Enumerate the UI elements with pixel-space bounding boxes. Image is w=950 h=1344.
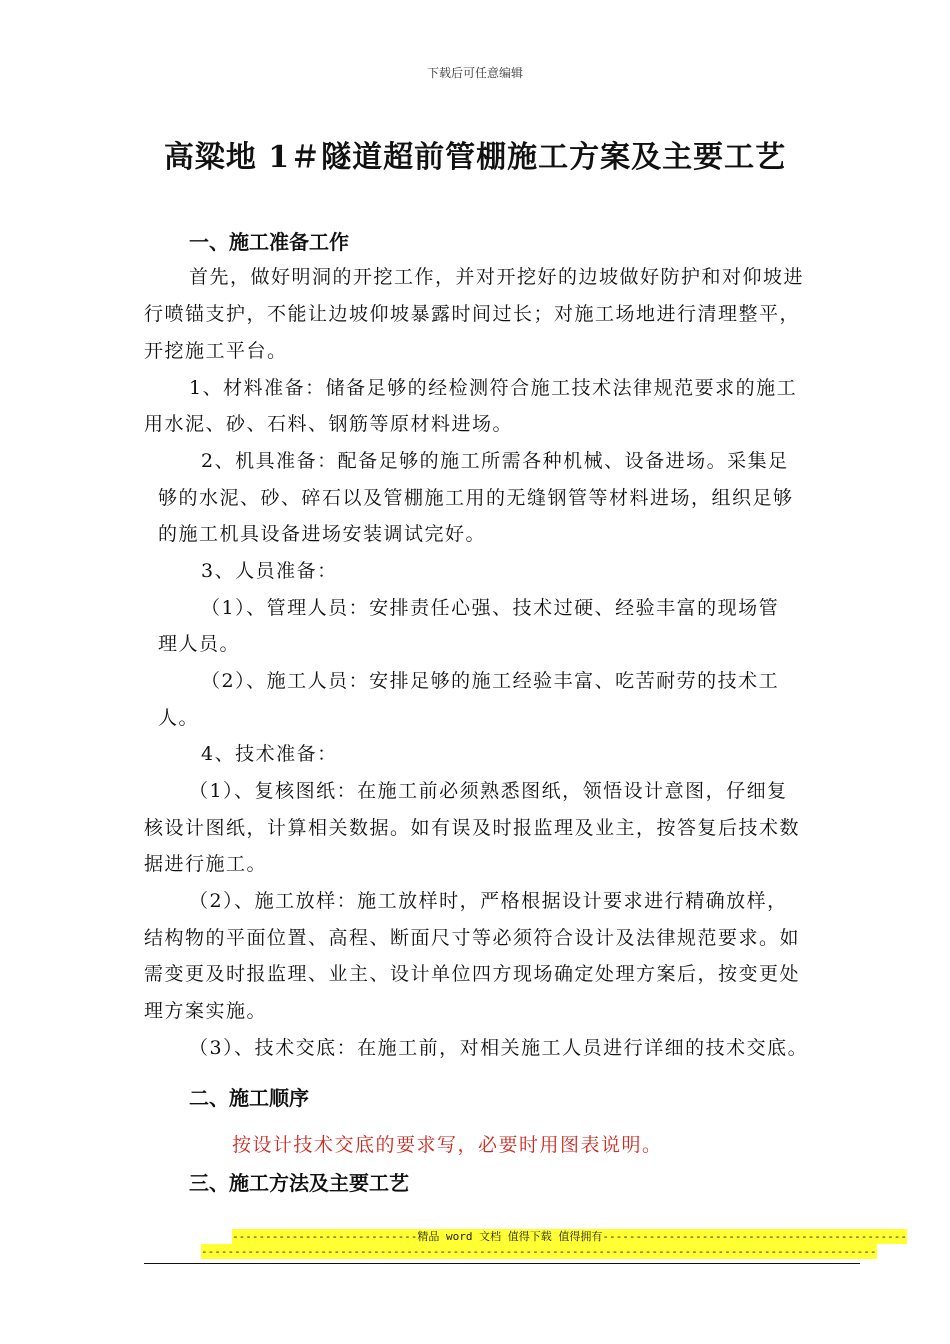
paragraph-line: 2、机具准备：配备足够的施工所需各种机械、设备进场。采集足 <box>201 450 789 472</box>
footer-rule <box>144 1263 860 1264</box>
paragraph-line: 够的水泥、砂、碎石以及管棚施工用的无缝钢管等材料进场，组织足够 <box>158 487 794 509</box>
paragraph-line: 结构物的平面位置、高程、断面尺寸等必须符合设计及法律规范要求。如 <box>144 927 801 949</box>
paragraph-line: 据进行施工。 <box>144 853 268 875</box>
paragraph-line: 首先，做好明洞的开挖工作，并对开挖好的边坡做好防护和对仰坡进 <box>189 266 805 288</box>
paragraph-line: 的施工机具设备进场安装调试完好。 <box>158 523 487 545</box>
paragraph-line: 用水泥、砂、石料、钢筋等原材料进场。 <box>144 413 514 435</box>
section-1-heading: 一、施工准备工作 <box>189 230 349 254</box>
section-2-note: 按设计技术交底的要求写，必要时用图表说明。 <box>232 1134 663 1156</box>
paragraph-line: （2）、施工人员：安排足够的施工经验丰富、吃苦耐劳的技术工 <box>201 670 780 692</box>
paragraph-line: 3、人员准备： <box>201 560 338 582</box>
paragraph-line: （3）、技术交底：在施工前，对相关施工人员进行详细的技术交底。 <box>189 1037 809 1059</box>
paragraph-line: 需变更及时报监理、业主、设计单位四方现场确定处理方案后，按变更处 <box>144 963 801 985</box>
document-title: 高粱地 1＃隧道超前管棚施工方案及主要工艺 <box>163 140 787 175</box>
paragraph-line: 行喷锚支护，不能让边坡仰坡暴露时间过长；对施工场地进行清理整平， <box>144 303 801 325</box>
header-note: 下载后可任意编辑 <box>426 66 523 80</box>
section-2-heading: 二、施工顺序 <box>189 1086 309 1110</box>
paragraph-line: 4、技术准备： <box>201 743 338 765</box>
paragraph-line: 理人员。 <box>158 633 241 655</box>
paragraph-line: 1、材料准备：储备足够的经检测符合施工技术法律规范要求的施工 <box>189 377 798 399</box>
paragraph-line: 开挖施工平台。 <box>144 340 288 362</box>
paragraph-line: （2）、施工放样：施工放样时，严格根据设计要求进行精确放样， <box>189 890 788 912</box>
paragraph-line: （1）、管理人员：安排责任心强、技术过硬、经验丰富的现场管 <box>201 597 780 619</box>
footer-banner-line-2: ------------------------------------------------------------------------------------------------------ <box>201 1245 877 1258</box>
paragraph-line: （1）、复核图纸：在施工前必须熟悉图纸，领悟设计意图，仔细复 <box>189 780 788 802</box>
section-3-heading: 三、施工方法及主要工艺 <box>189 1171 409 1195</box>
paragraph-line: 理方案实施。 <box>144 1000 268 1022</box>
paragraph-line: 核设计图纸，计算相关数据。如有误及时报监理及业主，按答复后技术数 <box>144 817 801 839</box>
paragraph-line: 人。 <box>158 707 200 729</box>
footer-banner-line-1: ----------------------------精品 word 文档 值得下载 值得拥有---------------------------------------------- <box>232 1230 908 1243</box>
